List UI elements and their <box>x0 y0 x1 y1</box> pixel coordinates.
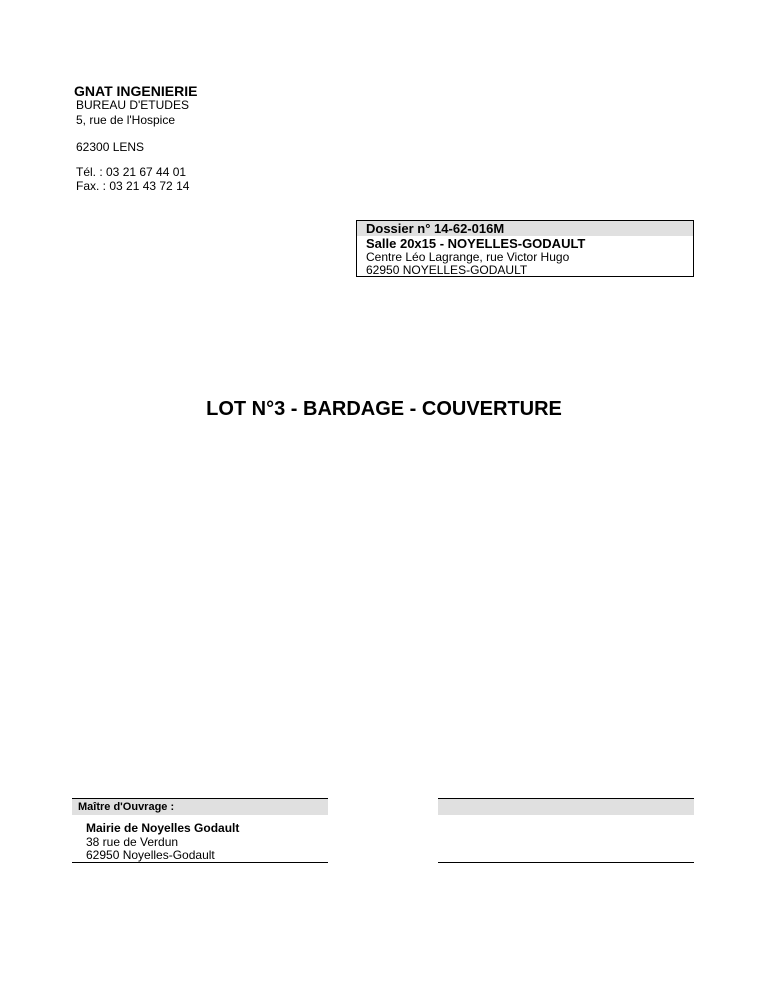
dossier-box <box>356 220 694 277</box>
company-fax: Fax. : 03 21 43 72 14 <box>76 179 190 193</box>
company-street: 5, rue de l'Hospice <box>76 113 176 127</box>
lot-title: LOT N°3 - BARDAGE - COUVERTURE <box>206 398 562 420</box>
owner-bottom-rule <box>72 862 328 863</box>
company-phone: Tél. : 03 21 67 44 01 <box>76 165 187 179</box>
secondary-block <box>438 798 694 863</box>
owner-street: 38 rue de Verdun <box>86 835 179 849</box>
dossier-address-line2: 62950 NOYELLES-GODAULT <box>366 263 528 277</box>
dossier-address-line1: Centre Léo Lagrange, rue Victor Hugo <box>366 250 570 264</box>
company-city: 62300 LENS <box>76 140 145 154</box>
owner-name: Mairie de Noyelles Godault <box>86 821 240 835</box>
owner-city: 62950 Noyelles-Godault <box>86 848 215 862</box>
company-name: GNAT INGENIERIE <box>74 83 198 99</box>
owner-block <box>72 798 328 863</box>
owner-header: Maître d'Ouvrage : <box>72 798 328 815</box>
dossier-number: Dossier n° 14-62-016M <box>357 221 693 236</box>
secondary-header <box>438 798 694 815</box>
dossier-title: Salle 20x15 - NOYELLES-GODAULT <box>366 236 586 251</box>
secondary-bottom-rule <box>438 862 694 863</box>
company-department: BUREAU D'ETUDES <box>76 98 189 112</box>
